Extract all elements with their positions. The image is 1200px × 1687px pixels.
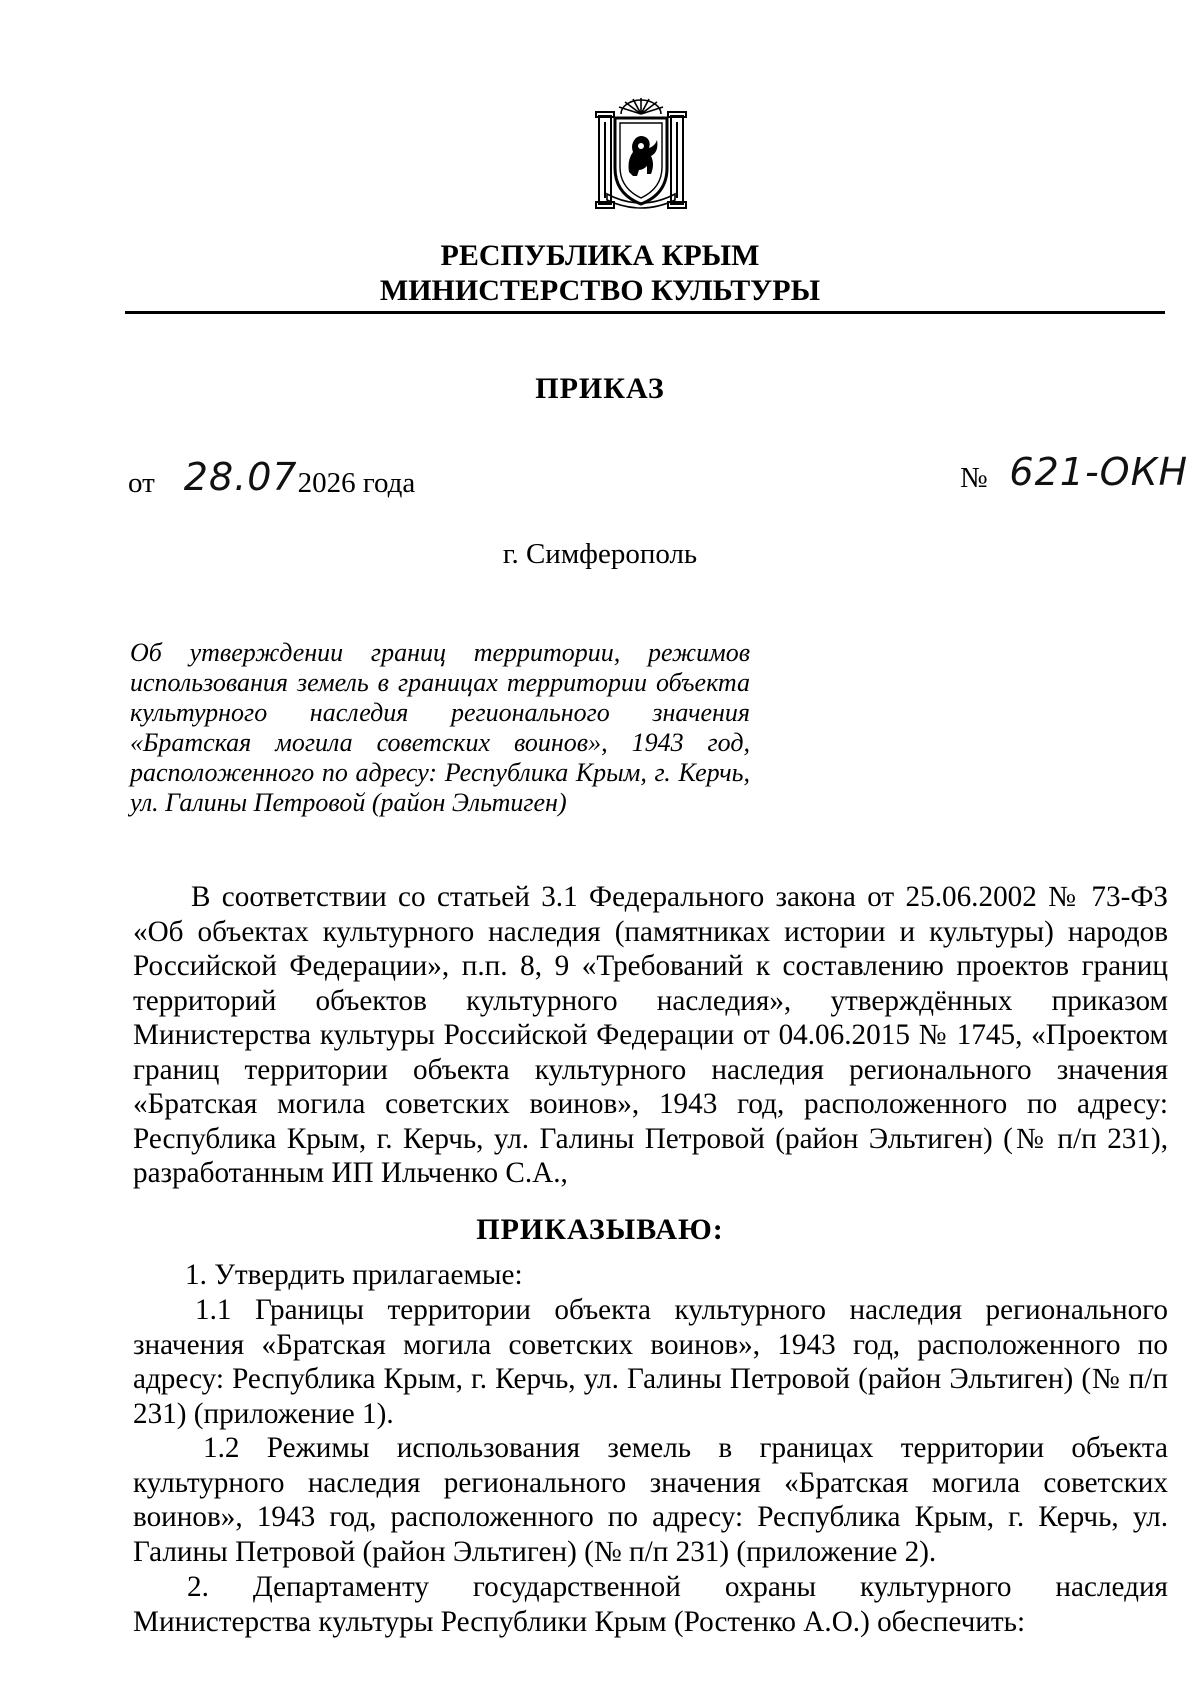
republic-header: РЕСПУБЛИКА КРЫМ — [440, 239, 760, 272]
subject-line: Об утверждении границ территории, режимов — [130, 638, 750, 667]
date-handwritten: 28.07 — [183, 455, 298, 499]
document-number — [960, 450, 1188, 495]
item-1: 1. Утвердить прилагаемые: — [185, 1259, 523, 1291]
date-prefix: от — [128, 467, 155, 499]
order-heading: ПРИКАЗЫВАЮ: — [476, 1213, 724, 1246]
subject-line: ул. Галины Петровой (район Эльтиген) — [130, 788, 567, 817]
subject-line: культурного наследия регионального значения — [130, 698, 750, 727]
number-prefix: № — [960, 462, 988, 494]
subject-line: «Братская могила советских воинов», 1943 год, — [130, 728, 750, 757]
document-type-title: ПРИКАЗ — [535, 372, 665, 405]
header-rule — [125, 311, 1165, 314]
subject-line: использования земель в границах территории объекта — [130, 668, 750, 697]
preamble-paragraph: В соответствии со статьей 3.1 Федерального закона от 25.06.2002 № 73-ФЗ «Об объектах культурного наследия (памятниках истории и культуры) народов Российской Федерации», п.п. 8, 9 «Требований к составлению проектов границ территорий объектов культурного наследия», утверждённых приказом Министерства культуры Российской Федерации от 04.06.2015 № 1745, «Проектом границ территории объекта культурного наследия регионального значения «Братская могила советских воинов», 1943 год, расположенного по адресу: Республика Крым, г. Керчь, ул. Галины Петровой (район Эльтиген) (№ п/п 231), разработанным ИП Ильченко С.А., — [133, 881, 1168, 1189]
ministry-header: МИНИСТЕРСТВО КУЛЬТУРЫ — [379, 274, 821, 307]
document-subject — [130, 638, 750, 818]
item-2: 2. Департаменту государственной охраны культурного наследия Министерства культуры Республики Крым (Ростенко А.О.) обеспечить: — [133, 1571, 1168, 1638]
crimea-coat-of-arms-icon — [593, 94, 689, 212]
number-handwritten: 621-ОКН — [1009, 450, 1189, 494]
date-suffix: 2026 года — [297, 467, 416, 499]
city-line: г. Симферополь — [502, 538, 698, 570]
item-1-2: 1.2 Режимы использования земель в границах территории объекта культурного наследия регионального значения «Братская могила советских воинов», 1943 год, расположенного по адресу: Республика Крым, г. Керчь, ул. Галины Петровой (район Эльтиген) (№ п/п 231) (приложение 2). — [133, 1432, 1168, 1568]
subject-line: расположенного по адресу: Республика Крым, г. Керчь, — [130, 758, 750, 787]
item-1-1: 1.1 Границы территории объекта культурного наследия регионального значения «Братская могила советских воинов», 1943 год, расположенного по адресу: Республика Крым, г. Керчь, ул. Галины Петровой (район Эльтиген) (№ п/п 231) (приложение 1). — [133, 1294, 1168, 1430]
document-date — [128, 455, 415, 500]
